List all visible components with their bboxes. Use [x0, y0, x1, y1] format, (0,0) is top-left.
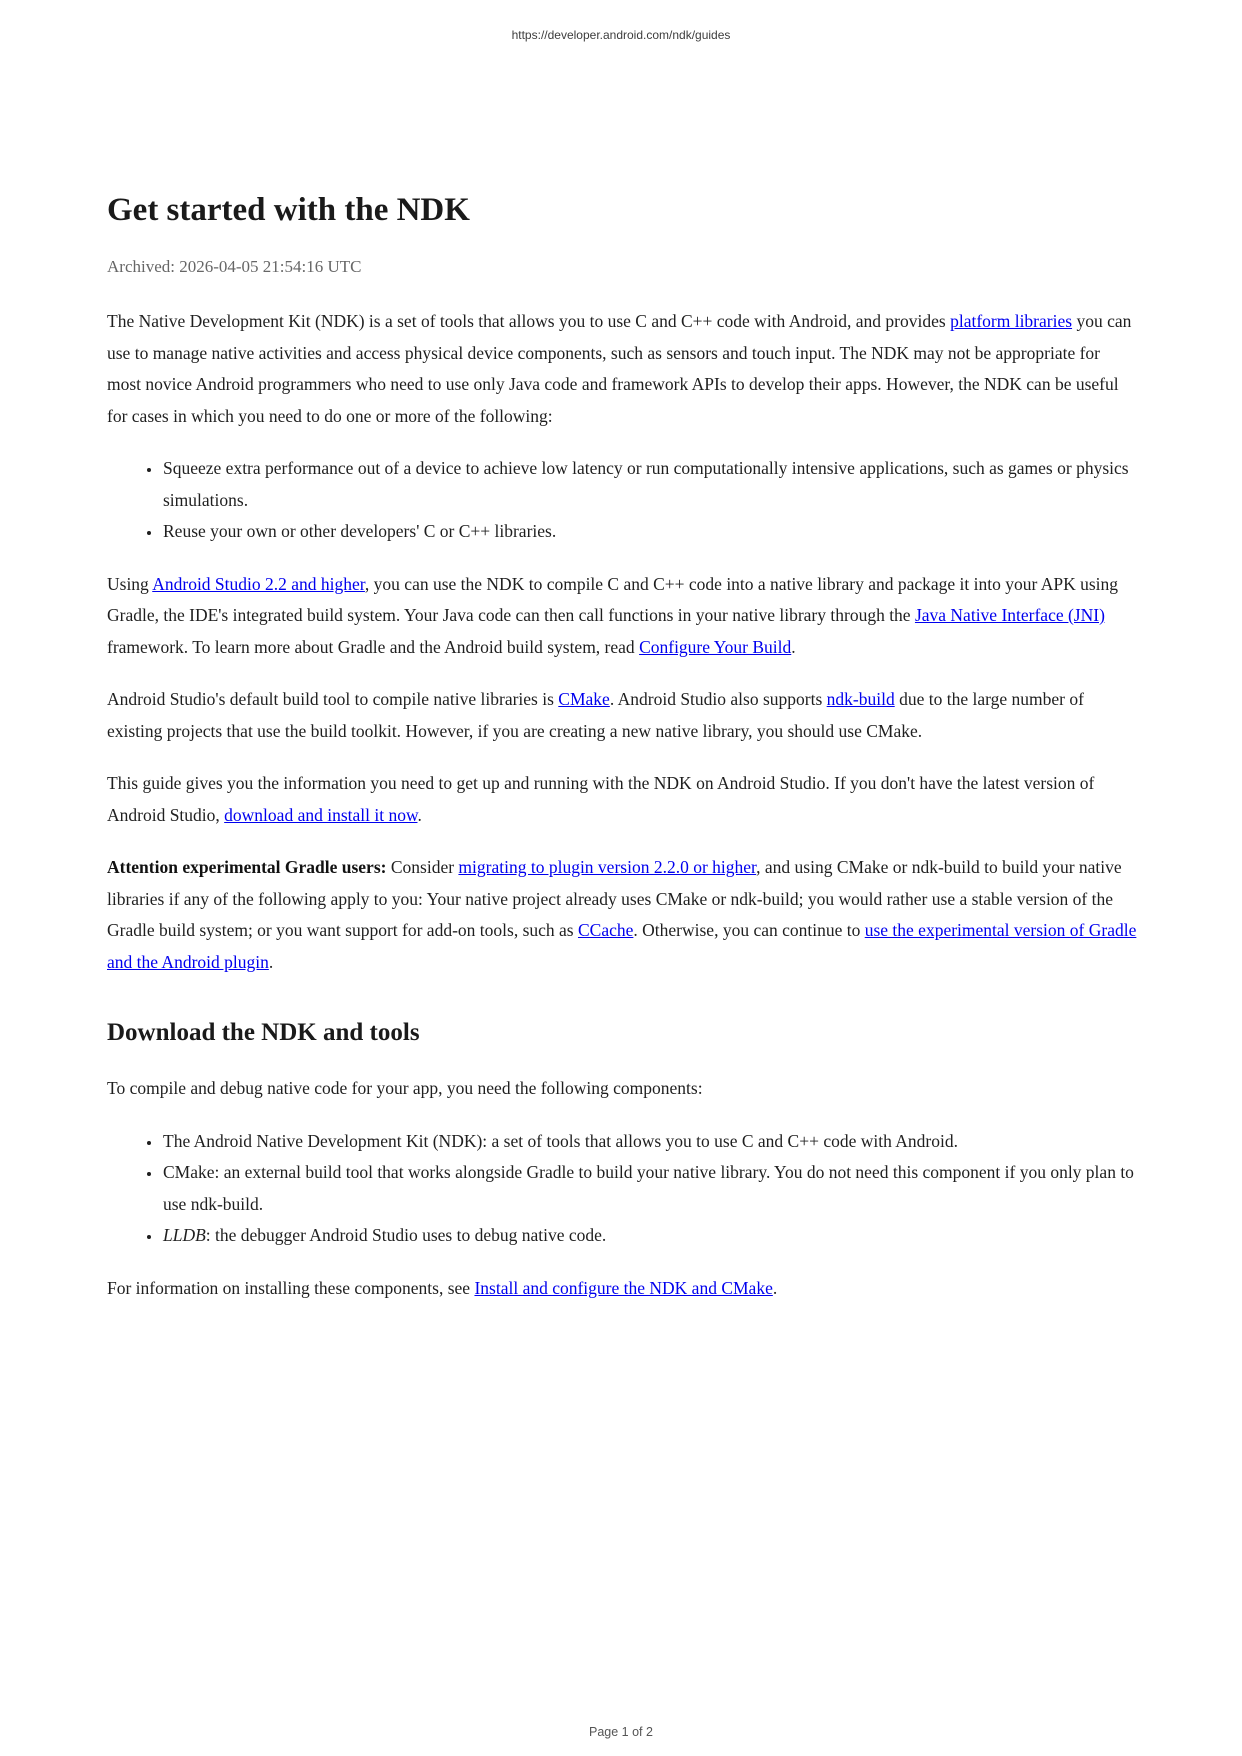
- install-configure-ndk-cmake-link[interactable]: Install and configure the NDK and CMake: [474, 1277, 773, 1298]
- section-heading-download: Download the NDK and tools: [107, 1019, 420, 1046]
- android-studio-paragraph: Using Android Studio 2.2 and higher, you can use the NDK to compile C and C++ code into a native library and package it into your APK using Gradle, the IDE's integrated build system. Your Java code can then call functions in your native library through the Java Native Interface (JNI) framework. To learn more about Gradle and the Android build system, read Configure Your Build.: [107, 573, 1119, 657]
- list-item: • Reuse your own or other developers' C or C++ libraries.: [162, 516, 1137, 548]
- list-item: • The Android Native Development Kit (NDK): a set of tools that allows you to use C and C++ code with Android.: [162, 1126, 1137, 1158]
- source-url: https://developer.android.com/ndk/guides: [511, 28, 731, 42]
- intro-paragraph: The Native Development Kit (NDK) is a set of tools that allows you to use C and C++ code with Android, and provides platform libraries you can use to manage native activities and access physical device components, such as sensors and touch input. The NDK may not be appropriate for most novice Android programmers who need to use only Java code and framework APIs to develop their apps. However, the NDK can be useful for cases in which you need to do one or more of the following:: [107, 311, 1132, 426]
- print-header: [0, 0, 1242, 42]
- ndk-build-link[interactable]: ndk-build: [826, 689, 895, 709]
- print-footer: [0, 1725, 1242, 1740]
- bold-text: Attention experimental Gradle users:: [107, 857, 387, 877]
- list-item: • CMake: an external build tool that works alongside Gradle to build your native library. You do not need this component if you only plan to use ndk-build.: [162, 1157, 1137, 1220]
- migrating-plugin-link[interactable]: migrating to plugin version 2.2.0 or higher: [458, 857, 757, 877]
- android-studio-2-2-link[interactable]: Android Studio 2.2 and higher: [152, 573, 365, 594]
- install-info-paragraph: For information on installing these components, see Install and configure the NDK and CMake.: [107, 1277, 778, 1298]
- article: [107, 190, 1137, 1304]
- page-title: Get started with the NDK: [107, 192, 470, 228]
- download-and-install-link[interactable]: download and install it now: [224, 804, 418, 825]
- list-item: • LLDB: the debugger Android Studio uses to debug native code.: [162, 1220, 1137, 1252]
- list-item: • Squeeze extra performance out of a device to achieve low latency or run computationally intensive applications, such as games or physics simulations.: [162, 453, 1137, 516]
- jni-link[interactable]: Java Native Interface (JNI): [914, 605, 1105, 625]
- components-list: [107, 1126, 1137, 1252]
- italic-text: LLDB: [163, 1225, 206, 1245]
- build-tools-paragraph: Android Studio's default build tool to compile native libraries is CMake. Android Studio also supports ndk-build due to the large number of existing projects that use the build toolkit. However, if you are creating a new native library, you should use CMake.: [107, 689, 1084, 741]
- experimental-gradle-link[interactable]: use the experimental version of Gradle and the Android plugin: [107, 920, 1137, 972]
- guide-intro-paragraph: This guide gives you the information you need to get up and running with the NDK on Android Studio. If you don't have the latest version of Android Studio, download and install it now.: [107, 773, 1095, 825]
- configure-your-build-link[interactable]: Configure Your Build: [639, 636, 792, 657]
- page-indicator: Page 1 of 2: [589, 1725, 653, 1739]
- ndk-use-cases-list: [107, 453, 1137, 548]
- attention-gradle-paragraph: Attention experimental Gradle users: Consider migrating to plugin version 2.2.0 or higher, and using CMake or ndk-build to build your native libraries if any of the following apply to you: Your native project already uses CMake or ndk-build; you would rather use a stable version of the Gradle build system; or you want support for add-on tools, such as CCache. Otherwise, you can continue to use the experimental version of Gradle and the Android plugin.: [107, 857, 1137, 972]
- archived-timestamp: Archived: 2026-04-05 21:54:16 UTC: [107, 257, 362, 276]
- cmake-link[interactable]: CMake: [558, 689, 610, 709]
- ccache-link[interactable]: CCache: [577, 920, 634, 940]
- components-intro-paragraph: To compile and debug native code for your app, you need the following components:: [107, 1078, 703, 1098]
- platform-libraries-link[interactable]: platform libraries: [950, 311, 1073, 331]
